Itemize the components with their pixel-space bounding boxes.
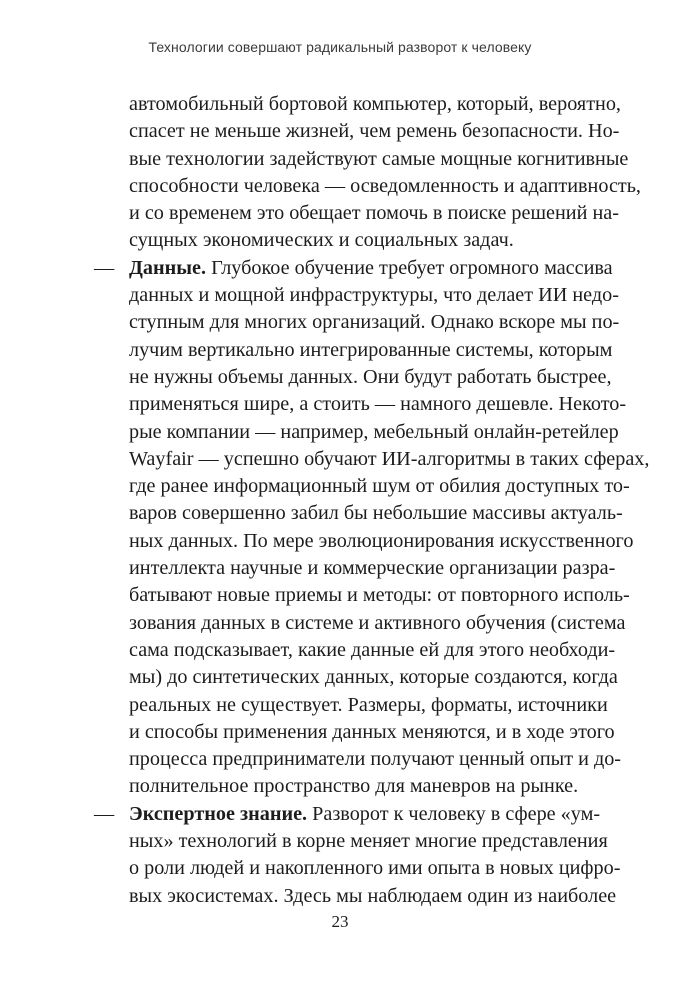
text-line: реальных не существует. Размеры, форматы, источники xyxy=(129,693,608,716)
text-line: ных данных. По мере эволюционирования искусственного xyxy=(129,529,634,552)
text-line: Глубокое обучение требует огромного массива xyxy=(211,256,613,279)
text-line: спасет не меньше жизней, чем ремень безопасности. Но- xyxy=(129,120,620,143)
running-header: Технологии совершают радикальный разворот к человеку xyxy=(148,39,532,55)
text-line: варов совершенно забил бы небольшие массивы актуаль- xyxy=(129,502,623,525)
text-line: вых экосистемах. Здесь мы наблюдаем один из наиболее xyxy=(129,884,617,907)
text-line: Wayfair — успешно обучают ИИ-алгоритмы в таких сферах, xyxy=(129,447,650,470)
text-line: способности человека — осведомленность и адаптивность, xyxy=(129,174,641,197)
text-line: интеллекта научные и коммерческие организации разра- xyxy=(129,557,616,580)
text-line: данных и мощной инфраструктуры, что делает ИИ недо- xyxy=(129,284,619,307)
text-line: автомобильный бортовой компьютер, который, вероятно, xyxy=(129,93,621,115)
bullet-dash: — xyxy=(94,802,115,825)
text-line: не нужны объемы данных. Они будут работать быстрее, xyxy=(129,365,612,388)
text-line: батывают новые приемы и методы: от повторного исполь- xyxy=(129,584,630,607)
text-line: рые компании — например, мебельный онлайн-ретейлер xyxy=(129,420,619,443)
body-text xyxy=(94,91,650,910)
text-line: Разворот к человеку в сфере «ум- xyxy=(312,802,601,825)
bullet-term-data: Данные. xyxy=(129,256,207,279)
text-line: ступным для многих организаций. Однако вскоре мы по- xyxy=(129,311,620,334)
text-line: сущных экономических и социальных задач. xyxy=(129,229,514,252)
text-line: зования данных в системе и активного обучения (система xyxy=(129,611,626,634)
text-line: лучим вертикально интегрированные системы, которым xyxy=(129,338,613,361)
text-line: полнительное пространство для маневров на рынке. xyxy=(129,775,579,798)
bullet-term-expertise: Экспертное знание. xyxy=(129,802,308,825)
page-number: 23 xyxy=(331,912,349,931)
text-line: и способы применения данных меняются, и в ходе этого xyxy=(129,720,615,743)
text-line: мы) до синтетических данных, которые создаются, когда xyxy=(129,666,618,689)
text-line: вые технологии задействуют самые мощные когнитивные xyxy=(129,147,629,170)
bullet-item-data xyxy=(94,255,613,282)
text-line: где ранее информационный шум от обилия доступных то- xyxy=(129,475,630,498)
text-line: процесса предприниматели получают ценный опыт и до- xyxy=(129,748,622,771)
bullet-dash: — xyxy=(94,256,115,279)
bullet-item-expertise xyxy=(94,801,601,828)
text-line: и со временем это обещает помочь в поиске решений на- xyxy=(129,202,619,225)
text-line: сама подсказывает, какие данные ей для этого необходи- xyxy=(129,638,616,661)
text-line: применяться шире, а стоить — намного дешевле. Некото- xyxy=(129,393,627,416)
text-line: о роли людей и накопленного ими опыта в новых цифро- xyxy=(129,857,621,880)
text-line: ных» технологий в корне меняет многие представления xyxy=(129,830,608,853)
